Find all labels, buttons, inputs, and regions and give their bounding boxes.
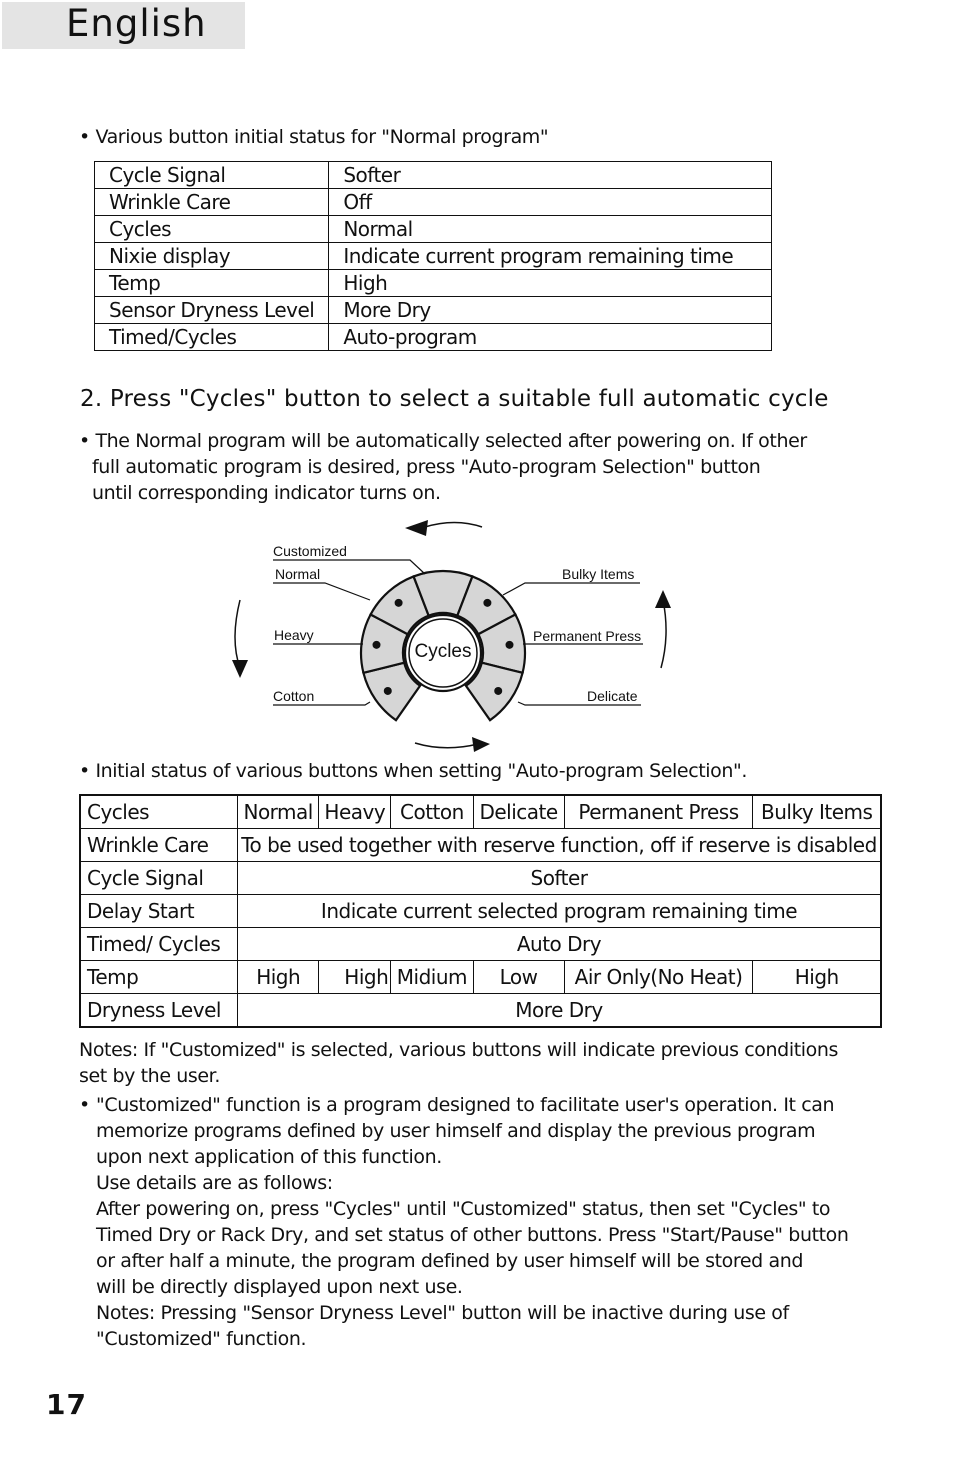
cell: Cotton xyxy=(391,795,473,829)
arrow-left xyxy=(235,600,240,668)
indicator-dot xyxy=(506,641,514,649)
cycles-button-label[interactable]: Cycles xyxy=(414,641,472,662)
indicator-dot xyxy=(483,599,491,607)
bullet-auto-program: • Initial status of various buttons when setting "Auto-program Selection". xyxy=(79,760,748,782)
line: until corresponding indicator turns on. xyxy=(92,482,441,504)
cell: Low xyxy=(473,961,564,994)
label-cell: Nixie display xyxy=(95,243,329,270)
cell: High xyxy=(753,961,881,994)
line: or after half a minute, the program defined by user himself will be stored and xyxy=(96,1250,803,1272)
cell: Delicate xyxy=(473,795,564,829)
line: "Customized" function. xyxy=(96,1328,307,1350)
line: Timed Dry or Rack Dry, and set status of other buttons. Press "Start/Pause" button xyxy=(96,1224,849,1246)
value-cell: Normal xyxy=(329,216,772,243)
value-cell: Off xyxy=(329,189,772,216)
arrow-top xyxy=(425,523,482,528)
table-row xyxy=(80,994,881,1028)
value-cell: More Dry xyxy=(329,297,772,324)
line: Use details are as follows: xyxy=(96,1172,333,1194)
row-label: Timed/ Cycles xyxy=(80,928,238,961)
cell: Midium xyxy=(391,961,473,994)
table-row xyxy=(80,862,881,895)
table-row xyxy=(80,795,881,829)
line: "Customized" function is a program designed to facilitate user's operation. It can xyxy=(96,1094,835,1116)
cell: Softer xyxy=(238,862,882,895)
indicator-dot xyxy=(384,687,392,695)
language-label: English xyxy=(66,2,207,45)
indicator-dot xyxy=(494,687,502,695)
cell: Indicate current selected program remaining time xyxy=(238,895,882,928)
value-cell: High xyxy=(329,270,772,297)
row-label: Cycles xyxy=(80,795,238,829)
arrow-bottom xyxy=(415,743,478,748)
row-label: Delay Start xyxy=(80,895,238,928)
cell: Permanent Press xyxy=(564,795,753,829)
notes-customized xyxy=(79,1037,838,1089)
dial-label-heavy: Heavy xyxy=(274,627,314,643)
line: will be directly displayed upon next use. xyxy=(96,1276,463,1298)
dial-label-bulky: Bulky Items xyxy=(562,566,635,582)
row-label: Temp xyxy=(80,961,238,994)
page-number: 17 xyxy=(46,1388,87,1421)
line: After powering on, press "Cycles" until "Customized" status, then set "Cycles" to xyxy=(96,1198,831,1220)
dial-label-permanent: Permanent Press xyxy=(533,628,642,644)
value-cell: Softer xyxy=(329,162,772,189)
cell: Air Only(No Heat) xyxy=(564,961,753,994)
label-cell: Wrinkle Care xyxy=(95,189,329,216)
line: Notes: If "Customized" is selected, various buttons will indicate previous conditions xyxy=(79,1039,839,1061)
cell: Auto Dry xyxy=(238,928,882,961)
cell: High xyxy=(319,961,391,994)
cell: Heavy xyxy=(319,795,391,829)
cell: High xyxy=(238,961,319,994)
row-label: Dryness Level xyxy=(80,994,238,1028)
indicator-dot xyxy=(372,641,380,649)
dial-label-delicate: Delicate xyxy=(587,688,638,704)
line: set by the user. xyxy=(79,1065,220,1087)
value-cell: Auto-program xyxy=(329,324,772,351)
leader-bulky xyxy=(503,583,640,595)
table-row xyxy=(80,895,881,928)
cell: Normal xyxy=(238,795,319,829)
table-row xyxy=(80,829,881,862)
line: Notes: Pressing "Sensor Dryness Level" button will be inactive during use of xyxy=(96,1302,789,1324)
line: • The Normal program will be automatically selected after powering on. If other xyxy=(79,430,807,452)
label-cell: Timed/Cycles xyxy=(95,324,329,351)
dial-label-customized: Customized xyxy=(273,543,347,559)
label-cell: Cycle Signal xyxy=(95,162,329,189)
cell: Bulky Items xyxy=(753,795,881,829)
cell: More Dry xyxy=(238,994,882,1028)
indicator-dot xyxy=(395,599,403,607)
arrow-right xyxy=(661,600,666,668)
table-row xyxy=(80,928,881,961)
table-row xyxy=(80,961,881,994)
value-cell: Indicate current program remaining time xyxy=(329,243,772,270)
dial-label-normal: Normal xyxy=(275,566,321,582)
label-cell: Cycles xyxy=(95,216,329,243)
line: full automatic program is desired, press "Auto-program Selection" button xyxy=(92,456,761,478)
auto-program-table xyxy=(79,794,882,1028)
leader-normal xyxy=(273,583,370,600)
line: memorize programs defined by user himself and display the previous program xyxy=(96,1120,816,1142)
bullet: • xyxy=(79,1094,90,1116)
label-cell: Sensor Dryness Level xyxy=(95,297,329,324)
row-label: Wrinkle Care xyxy=(80,829,238,862)
section-heading: 2. Press "Cycles" button to select a suitable full automatic cycle xyxy=(80,386,829,412)
label-cell: Temp xyxy=(95,270,329,297)
intro-text: • Various button initial status for "Normal program" xyxy=(79,126,549,148)
customized-bullet xyxy=(79,1092,849,1352)
dial-label-cotton: Cotton xyxy=(273,688,315,704)
line: upon next application of this function. xyxy=(96,1146,442,1168)
row-label: Cycle Signal xyxy=(80,862,238,895)
cell: To be used together with reserve function, off if reserve is disabled xyxy=(238,829,882,862)
